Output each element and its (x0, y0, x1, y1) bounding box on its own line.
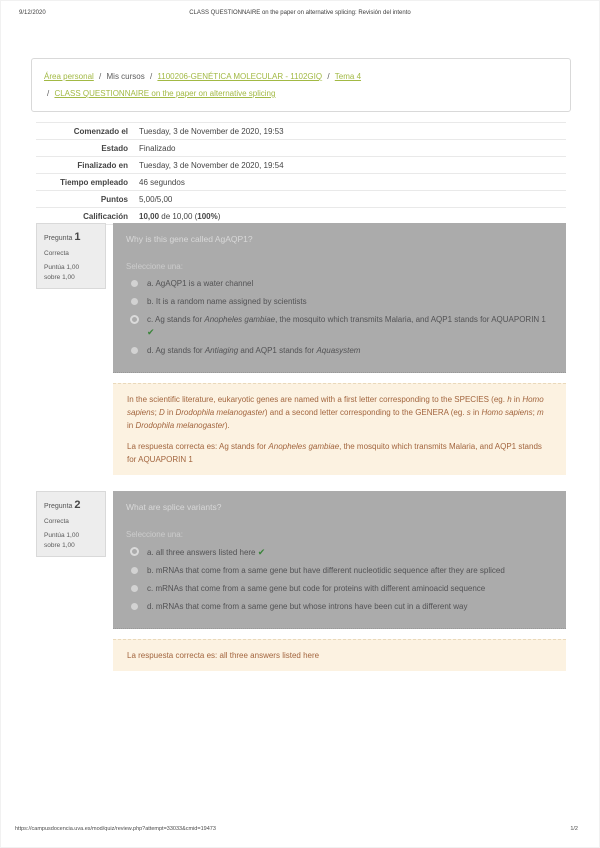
radio-icon[interactable] (131, 585, 138, 592)
question-status: Correcta (44, 249, 69, 257)
question-text: What are splice variants? (126, 502, 222, 512)
summary-value: Tuesday, 3 de November de 2020, 19:53 (139, 126, 284, 136)
breadcrumb-separator: / (149, 72, 155, 81)
attempt-summary-table (36, 122, 566, 225)
question-body (113, 491, 566, 629)
question-info-box (36, 223, 106, 289)
question-points (44, 263, 98, 282)
breadcrumb-link[interactable]: Área personal (44, 72, 94, 81)
breadcrumb-item (44, 89, 275, 98)
radio-selected-icon[interactable] (130, 315, 139, 324)
breadcrumb-text: Mis cursos (106, 72, 145, 81)
answer-option[interactable] (126, 565, 553, 577)
breadcrumb (31, 58, 571, 112)
feedback-paragraph: La respuesta correcta es: all three answers listed here (127, 651, 320, 660)
radio-icon[interactable] (131, 567, 138, 574)
question-number (44, 498, 98, 514)
radio-icon[interactable] (131, 298, 138, 305)
radio-icon[interactable] (131, 603, 138, 610)
question-block-1 (36, 223, 566, 475)
feedback-paragraph: La respuesta correcta es: Ag stands for Anopheles gambiae, the mosquito which transmits Malaria, and AQP1 stands for AQUAPORIN 1 (127, 442, 542, 464)
question-number-value: 1 (74, 231, 81, 243)
answer-option-label: d. mRNAs that come from a same gene but whose introns have been cut in a different way (147, 602, 468, 611)
summary-row (36, 123, 566, 140)
feedback-paragraph: In the scientific literature, eukaryotic genes are named with a first letter corresponding to the SPECIES (eg. h in Homo sapiens; D in Drodophila melanogaster) and a second letter corresponding to the GENERA (eg. s in Homo sapiens; m in Drodophila melanogaster). (127, 395, 544, 430)
summary-label: Estado (101, 143, 128, 153)
answer-option[interactable] (126, 546, 553, 559)
question-points-line2: sobre 1,00 (44, 541, 75, 549)
answer-prompt: Seleccione una: (126, 262, 183, 271)
radio-selected-icon[interactable] (130, 547, 139, 556)
breadcrumb-link[interactable]: Tema 4 (334, 72, 362, 81)
summary-label: Comenzado el (73, 126, 128, 136)
breadcrumb-link[interactable]: 1100206-GENÉTICA MOLECULAR - 1102GIQ (157, 72, 323, 81)
breadcrumb-separator: / (47, 89, 52, 98)
correct-check-icon: ✔ (257, 547, 266, 557)
print-header (1, 10, 599, 20)
summary-row (36, 174, 566, 191)
summary-value: Tuesday, 3 de November de 2020, 19:54 (139, 160, 284, 170)
answer-options (126, 546, 553, 613)
feedback-box (113, 383, 566, 475)
answer-option[interactable] (126, 278, 553, 290)
breadcrumb-link[interactable]: CLASS QUESTIONNAIRE on the paper on alternative splicing (54, 89, 276, 98)
summary-row (36, 208, 566, 225)
question-points-line1: Puntúa 1,00 (44, 532, 80, 540)
summary-row (36, 191, 566, 208)
radio-icon[interactable] (131, 280, 138, 287)
answer-option-label: b. It is a random name assigned by scientists (147, 297, 307, 306)
summary-value: Finalizado (139, 143, 176, 153)
breadcrumb-item (96, 72, 145, 81)
summary-value: 5,00/5,00 (139, 194, 173, 204)
answer-option-label: d. Ag stands for Antiaging and AQP1 stands for Aquasystem (147, 346, 361, 355)
feedback-box (113, 639, 566, 671)
question-points-line1: Puntúa 1,00 (44, 264, 80, 272)
question-body (113, 223, 566, 373)
print-page-number: 1/2 (570, 826, 578, 832)
question-points-line2: sobre 1,00 (44, 273, 75, 281)
answer-option[interactable] (126, 314, 553, 339)
print-footer (1, 826, 599, 834)
question-number-value: 2 (74, 499, 81, 511)
print-title: CLASS QUESTIONNAIRE on the paper on alternative splicing: Revisión del intento (189, 10, 411, 16)
question-text: Why is this gene called AgAQP1? (126, 234, 253, 244)
answer-option[interactable] (126, 296, 553, 308)
print-footer-url: https://campusdocencia.uva.es/mod/quiz/review.php?attempt=33033&cmid=19473 (15, 826, 216, 832)
answer-option-label: a. all three answers listed here (147, 548, 258, 557)
correct-check-icon: ✔ (147, 327, 155, 337)
answer-option[interactable] (126, 345, 553, 357)
question-points (44, 531, 98, 550)
answer-option[interactable] (126, 601, 553, 613)
answer-option-label: a. AgAQP1 is a water channel (147, 279, 254, 288)
summary-value: 46 segundos (139, 177, 185, 187)
summary-label: Finalizado en (77, 160, 128, 170)
breadcrumb-item (44, 72, 94, 81)
question-number (44, 230, 98, 246)
breadcrumb-item (324, 72, 361, 81)
answer-prompt: Seleccione una: (126, 530, 183, 539)
answer-option[interactable] (126, 583, 553, 595)
summary-label: Tiempo empleado (60, 177, 128, 187)
summary-label: Calificación (83, 211, 128, 221)
answer-option-label: c. Ag stands for Anopheles gambiae, the mosquito which transmits Malaria, and AQP1 stands for AQUAPORIN 1 (147, 315, 546, 324)
question-info-box (36, 491, 106, 557)
question-label: Pregunta (44, 503, 73, 510)
answer-option-label: c. mRNAs that come from a same gene but code for proteins with different aminoacid sequence (147, 584, 486, 593)
summary-label: Puntos (100, 194, 128, 204)
summary-row (36, 157, 566, 174)
summary-row (36, 140, 566, 157)
summary-value: 10,00 de 10,00 (100%) (139, 211, 221, 221)
question-label: Pregunta (44, 235, 73, 242)
breadcrumb-item (147, 72, 322, 81)
breadcrumb-separator: / (327, 72, 332, 81)
answer-option-label: b. mRNAs that come from a same gene but have different nucleotidic sequence after they are spliced (147, 566, 505, 575)
radio-icon[interactable] (131, 347, 138, 354)
breadcrumb-separator: / (99, 72, 104, 81)
print-date: 9/12/2020 (19, 10, 46, 16)
answer-options (126, 278, 553, 357)
question-block-2 (36, 491, 566, 671)
question-status: Correcta (44, 517, 69, 525)
